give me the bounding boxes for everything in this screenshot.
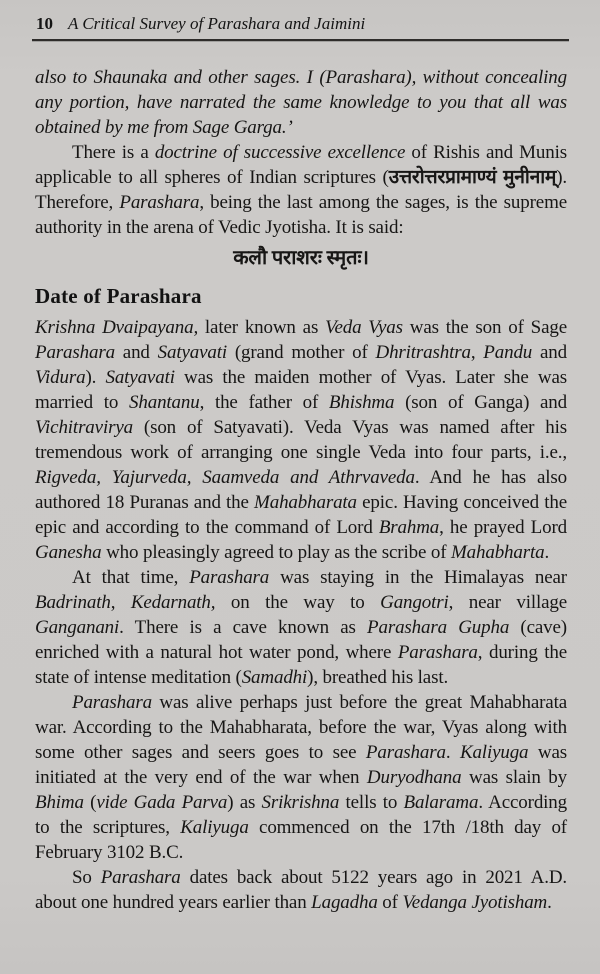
- sanskrit-quote: कलौ पराशरः स्मृतः।: [233, 247, 369, 269]
- page-header: [35, 12, 567, 39]
- paragraph-dates-back: So Parashara dates back about 5122 years ago in 2021 A.D. about one hundred years earlier than Lagadha of Vedanga Jyotisham.: [35, 867, 567, 913]
- section-heading-date-of-parashara: Date of Parashara: [35, 284, 202, 308]
- paragraph-continuation-quote: also to Shaunaka and other sages. I (Parashara), without concealing any portion, have narrated the same knowledge to you that all was obtained by me from Sage Garga.’: [35, 67, 567, 138]
- paragraph-doctrine: There is a doctrine of successive excellence of Rishis and Munis applicable to all spheres of Indian scriptures (उत्तरोत्तरप्रामाण्यं मुनीनाम्). Therefore, Parashara, being the last among the sages, is the supreme authority in the arena of Vedic Jyotisha. It is said:: [35, 142, 568, 238]
- header-rule: [32, 39, 569, 41]
- page-number: 10: [36, 14, 53, 33]
- paragraph-parashara-alive: Parashara was alive perhaps just before the great Mahabharata war. According to the Mahabharata, before the war, Vyas along with some other sages and seers goes to see Parashara. Kaliyuga was initiated at the very end of the war when Duryodhana was slain by Bhima (vide Gada Parva) as Srikrishna tells to Balarama. According to the scriptures, Kaliyuga commenced on the 17th /18th day of February 3102 B.C.: [35, 692, 567, 863]
- running-title: A Critical Survey of Parashara and Jaimini: [68, 14, 366, 33]
- paragraph-at-that-time: At that time, Parashara was staying in the Himalayas near Badrinath, Kedarnath, on the way to Gangotri, near village Ganganani. There is a cave known as Parashara Gupha (cave) enriched with a natural hot water pond, where Parashara, during the state of intense meditation (Samadhi), breathed his last.: [35, 567, 567, 688]
- page-body: [35, 65, 567, 915]
- paragraph-krishna-dvaipayana: Krishna Dvaipayana, later known as Veda Vyas was the son of Sage Parashara and Satyavati (grand mother of Dhritrashtra, Pandu and Vidura). Satyavati was the maiden mother of Vyas. Later she was married to Shantanu, the father of Bhishma (son of Ganga) and Vichitravirya (son of Satyavati). Veda Vyas was named after his tremendous work of arranging one single Veda into four parts, i.e., Rigveda, Yajurveda, Saamveda and Athrvaveda. And he has also authored 18 Puranas and the Mahabharata epic. Having conceived the epic and according to the command of Lord Brahma, he prayed Lord Ganesha who pleasingly agreed to play as the scribe of Mahabharta.: [35, 317, 567, 563]
